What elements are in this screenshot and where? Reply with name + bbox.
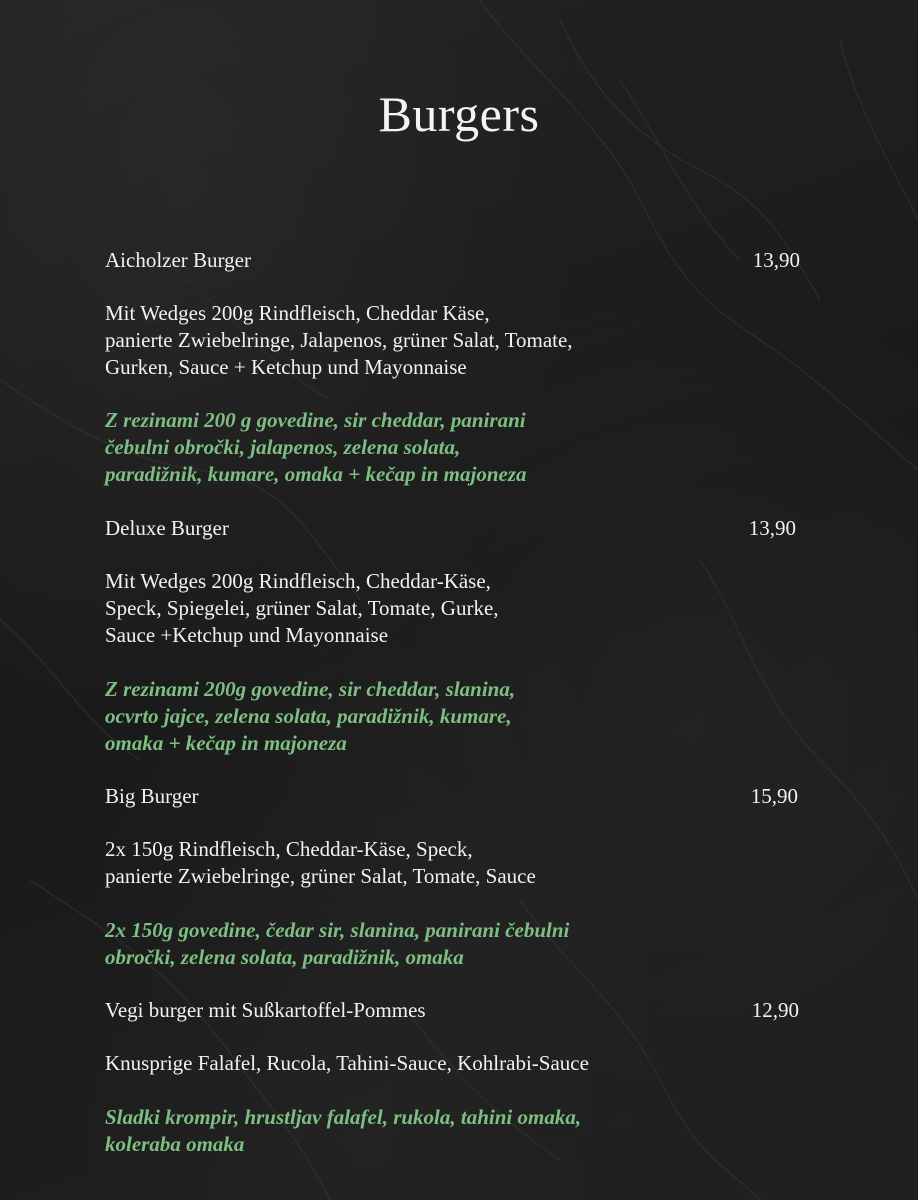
item-description-slovenian: Z rezinami 200 g govedine, sir cheddar, panirani čebulni obročki, jalapenos, zelena solata, paradižnik, kumare, omaka + kečap in majoneza: [105, 408, 527, 486]
item-description-slovenian: Sladki krompir, hrustljav falafel, rukola, tahini omaka, koleraba omaka: [105, 1105, 582, 1156]
menu-item: [105, 247, 805, 487]
page-title: Burgers: [378, 86, 540, 142]
item-price: 13,90: [752, 248, 800, 272]
item-name: Vegi burger mit Sußkartoffel-Pommes: [105, 998, 426, 1022]
item-price: 13,90: [748, 516, 796, 540]
item-description-german: Knusprige Falafel, Rucola, Tahini-Sauce, Kohlrabi-Sauce: [105, 1051, 589, 1075]
item-name: Big Burger: [105, 784, 199, 808]
item-description-german: 2x 150g Rindfleisch, Cheddar-Käse, Speck, panierte Zwiebelringe, grüner Salat, Tomate, Sauce: [105, 837, 536, 888]
item-description-german: Mit Wedges 200g Rindfleisch, Cheddar-Käse, Speck, Spiegelei, grüner Salat, Tomate, Gurke, Sauce +Ketchup und Mayonnaise: [105, 569, 499, 647]
item-price: 15,90: [750, 784, 798, 808]
item-name: Aicholzer Burger: [105, 248, 251, 272]
item-description-slovenian: Z rezinami 200g govedine, sir cheddar, slanina, ocvrto jajce, zelena solata, paradižnik, kumare, omaka + kečap in majoneza: [105, 677, 516, 755]
item-description-slovenian: 2x 150g govedine, čedar sir, slanina, panirani čebulni obročki, zelena solata, paradižnik, omaka: [105, 918, 570, 969]
item-description-german: Mit Wedges 200g Rindfleisch, Cheddar Käse, panierte Zwiebelringe, Jalapenos, grüner Salat, Tomate, Gurken, Sauce + Ketchup und Mayonnaise: [105, 301, 573, 379]
menu-item: [105, 997, 805, 1167]
item-name: Deluxe Burger: [105, 516, 229, 540]
item-price: 12,90: [751, 998, 799, 1022]
menu-item: [105, 515, 805, 755]
menu-item: [105, 783, 805, 973]
